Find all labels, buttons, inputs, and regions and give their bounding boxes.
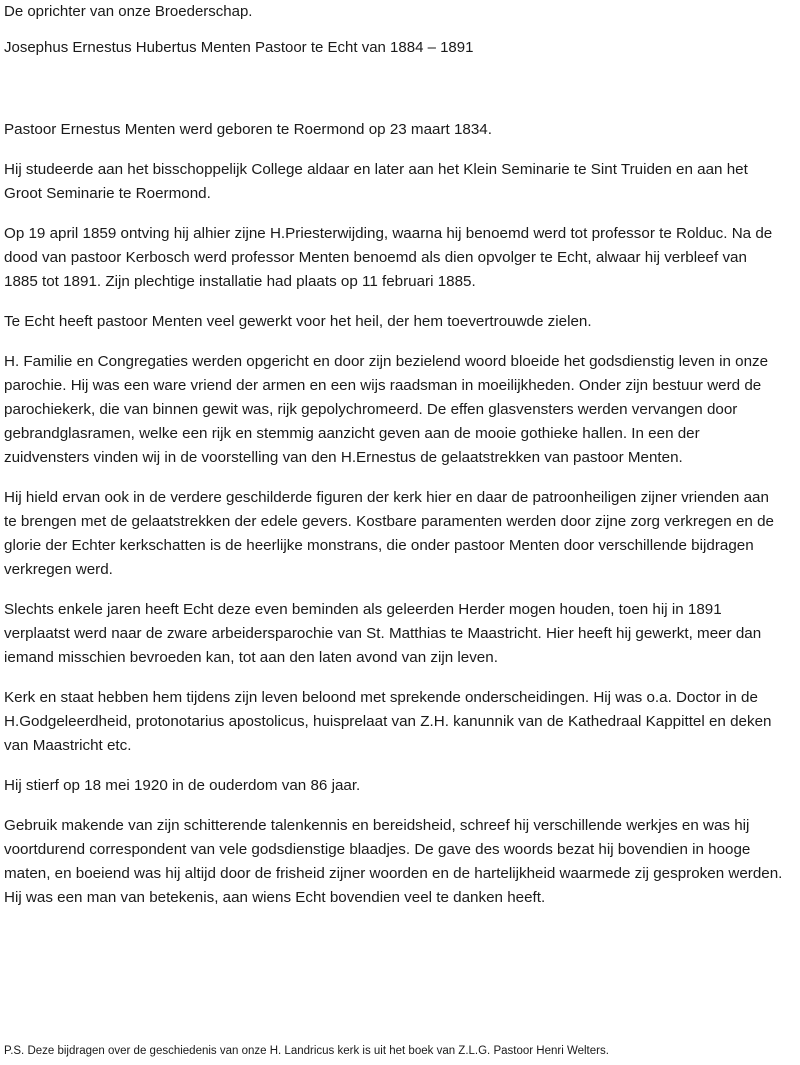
paragraph-maastricht: Slechts enkele jaren heeft Echt deze even beminden als geleerden Herder mogen houden, toen hij in 1891 verplaatst werd naar de zware arbeidersparochie van St. Matthias te Maastricht. Hier heeft hij gewerkt, meer dan iemand misschien bevroeden kan, tot aan den laten avond van zijn leven. <box>4 601 762 666</box>
paragraph-writings: Gebruik makende van zijn schitterende talenkennis en bereidsheid, schreef hij verschillende werkjes en was hij voortdurend correspondent van vele godsdienstige blaadjes. De gave des woords bezat hij bovendien in hooge maten, en boeiend was hij altijd door de frisheid zijner woorden en de hartelijkheid waarmede zij gesproken werden. Hij was een man van betekenis, aan wiens Echt bovendien veel te danken heeft. <box>4 817 783 906</box>
document-title: De oprichter van onze Broederschap. <box>4 3 253 20</box>
paragraph-ordination: Op 19 april 1859 ontving hij alhier zijne H.Priesterwijding, waarna hij benoemd werd tot professor te Rolduc. Na de dood van pastoor Kerbosch werd professor Menten benoemd als dien opvolger te Echt, alwaar hij verbleef van 1885 tot 1891. Zijn plechtige installatie had plaats op 11 februari 1885. <box>4 225 773 290</box>
paragraph-work-echt: Te Echt heeft pastoor Menten veel gewerkt voor het heil, der hem toevertrouwde zielen. <box>4 313 592 330</box>
paragraph-honours: Kerk en staat hebben hem tijdens zijn leven beloond met sprekende onderscheidingen. Hij was o.a. Doctor in de H.Godgeleerdheid, protonotarius apostolicus, huisprelaat van Z.H. kanunnik van de Kathedraal Kappittel en deken van Maastricht etc. <box>4 689 772 754</box>
footnote: P.S. Deze bijdragen over de geschiedenis van onze H. Landricus kerk is uit het boek van Z.L.G. Pastoor Henri Welters. <box>4 1045 609 1057</box>
paragraph-paintings: Hij hield ervan ook in de verdere geschilderde figuren der kerk hier en daar de patroonheiligen zijner vrienden aan te brengen met de gelaatstrekken der edele gevers. Kostbare paramenten werden door zijne zorg verkregen en de glorie der Echter kerkschatten is de heerlijke monstrans, die onder pastoor Menten door verschillende bijdragen verkregen werd. <box>4 489 774 578</box>
document-body <box>4 118 784 926</box>
paragraph-studies: Hij studeerde aan het bisschoppelijk College aldaar en later aan het Klein Seminarie te Sint Truiden en aan het Groot Seminarie te Roermond. <box>4 161 748 202</box>
paragraph-birth: Pastoor Ernestus Menten werd geboren te Roermond op 23 maart 1834. <box>4 121 492 138</box>
document-subtitle: Josephus Ernestus Hubertus Menten Pastoor te Echt van 1884 – 1891 <box>4 39 474 56</box>
paragraph-parish-life: H. Familie en Congregaties werden opgericht en door zijn bezielend woord bloeide het godsdienstig leven in onze parochie. Hij was een ware vriend der armen en een wijs raadsman in moeilijkheden. Onder zijn bestuur werd de parochiekerk, die van binnen gewit was, rijk gepolychromeerd. De effen glasvensters werden vervangen door gebrandglasramen, welke een rijk en stemmig aanzicht geven aan de mooie gothieke hallen. In een der zuidvensters vinden wij in de voorstelling van den H.Ernestus de gelaatstrekken van pastoor Menten. <box>4 353 769 466</box>
paragraph-death: Hij stierf op 18 mei 1920 in de ouderdom van 86 jaar. <box>4 777 361 794</box>
